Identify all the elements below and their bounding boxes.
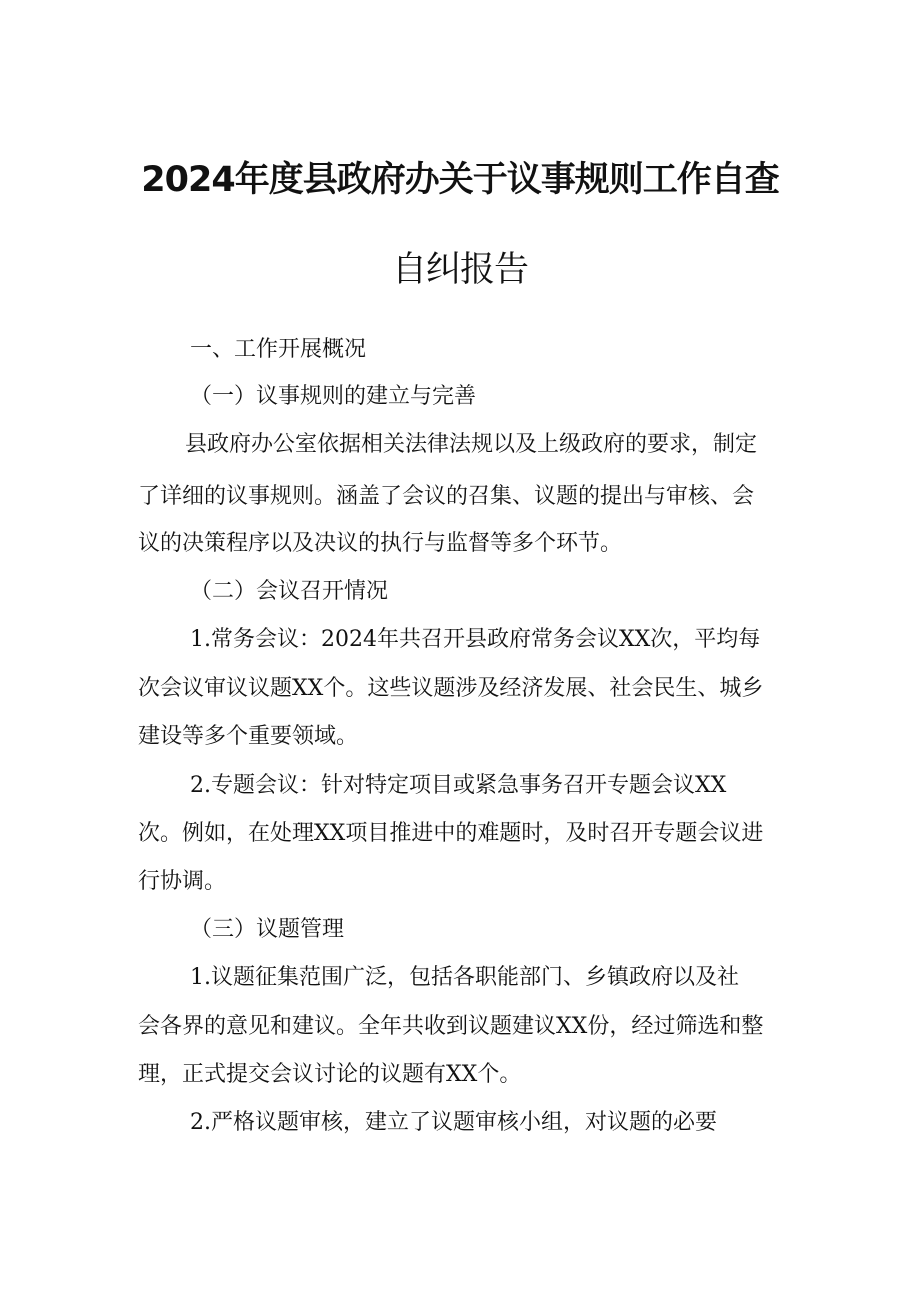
list-item-line: 2.严格议题审核，建立了议题审核小组，对议题的必要: [190, 1110, 717, 1135]
paragraph-line: 行协调。: [138, 869, 227, 894]
section-heading: 一、工作开展概况: [190, 337, 367, 362]
paragraph-line: 了详细的议事规则。涵盖了会议的召集、议题的提出与审核、会: [138, 484, 755, 509]
document-title-line-2: 自纠报告: [391, 250, 528, 290]
subsection-heading: （三）议题管理: [190, 917, 345, 942]
document-title-line-1: 2024年度县政府办关于议事规则工作自查: [141, 160, 779, 200]
list-item-line: 2.专题会议：针对特定项目或紧急事务召开专题会议XX: [190, 773, 727, 798]
subsection-heading: （二）会议召开情况: [190, 579, 389, 604]
subsection-heading: （一）议事规则的建立与完善: [190, 384, 477, 409]
paragraph-line: 次。例如，在处理XX项目推进中的难题时，及时召开专题会议进: [138, 821, 764, 846]
list-item-line: 1.议题征集范围广泛，包括各职能部门、乡镇政府以及社: [190, 965, 739, 990]
paragraph-line: 理，正式提交会议讨论的议题有XX个。: [138, 1062, 522, 1087]
paragraph-line: 议的决策程序以及决议的执行与监督等多个环节。: [138, 531, 623, 556]
paragraph-line: 次会议审议议题XX个。这些议题涉及经济发展、社会民生、城乡: [138, 676, 764, 701]
paragraph-line: 建设等多个重要领域。: [138, 724, 359, 749]
list-item-line: 1.常务会议：2024年共召开县政府常务会议XX次，平均每: [190, 627, 761, 652]
paragraph-line: 会各界的意见和建议。全年共收到议题建议XX份，经过筛选和整: [138, 1014, 764, 1039]
paragraph-line: 县政府办公室依据相关法律法规以及上级政府的要求，制定: [185, 432, 758, 457]
